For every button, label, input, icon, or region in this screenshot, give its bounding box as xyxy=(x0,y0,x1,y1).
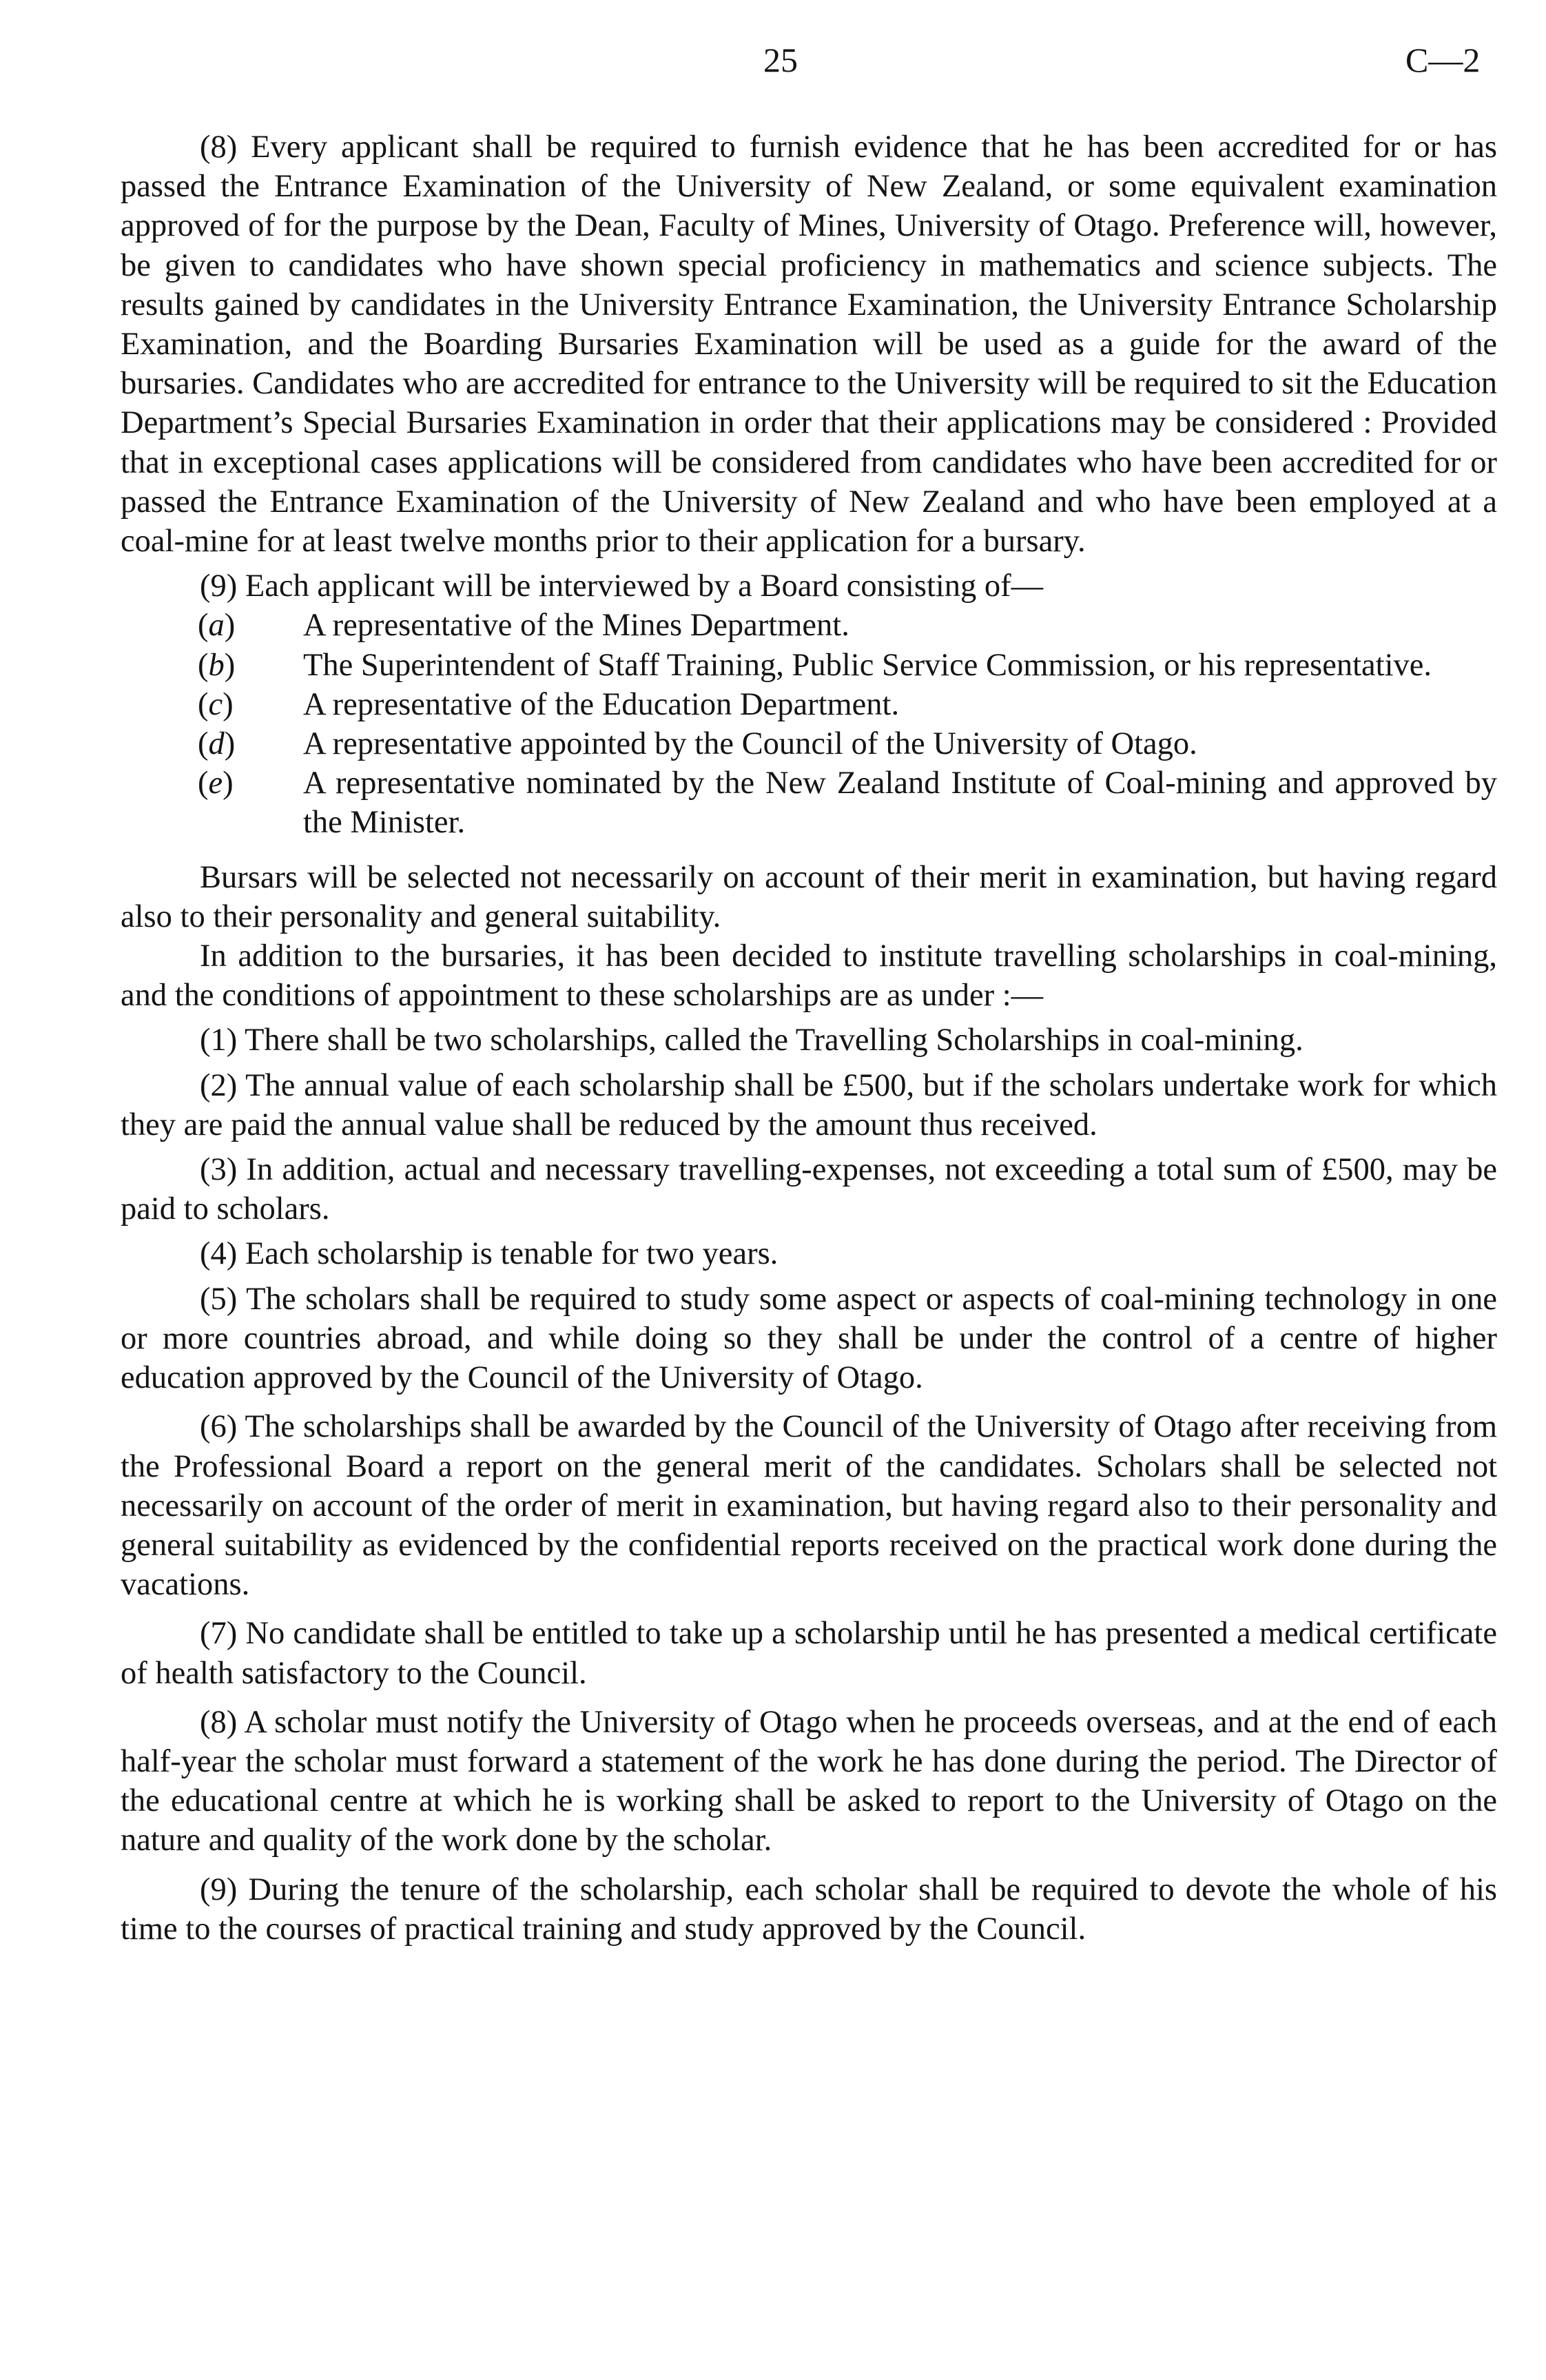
scholarship-condition-3: (3) In addition, actual and necessary travelling-expenses, not exceeding a total sum of £500, may be paid to scholars. xyxy=(121,1152,1497,1227)
board-member-text: A representative appointed by the Council of the University of Otago. xyxy=(303,726,1197,762)
board-member-text: The Superintendent of Staff Training, Public Service Commission, or his representative. xyxy=(303,647,1432,683)
board-member-item xyxy=(121,685,1497,724)
paper-reference: C—2 xyxy=(1405,41,1481,79)
board-member-item xyxy=(121,646,1497,685)
board-member-text: A representative of the Education Department. xyxy=(303,686,900,722)
board-member-label: (d) xyxy=(198,726,236,762)
board-member-item xyxy=(121,763,1497,842)
scholarship-condition-6: (6) The scholarships shall be awarded by the Council of the University of Otago after receiving from the Professional Board a report on the general merit of the candidates. Scholars shall be selected not necessarily on account of the order of merit in examination, but having regard also to their personality and general suitability as evidenced by the confidential reports received on the practical work done during the vacations. xyxy=(121,1409,1497,1603)
board-member-text: A representative nominated by the New Zealand Institute of Coal-mining and approved by the Minister. xyxy=(303,766,1497,841)
scholarship-condition-4: (4) Each scholarship is tenable for two years. xyxy=(200,1236,779,1272)
scholarship-condition-8: (8) A scholar must notify the University of Otago when he proceeds overseas, and at the end of each half-year the scholar must forward a statement of the work he has done during the period. The Director of the educational centre at which he is working shall be asked to report to the University of Otago on the nature and quality of the work done by the scholar. xyxy=(121,1704,1497,1858)
scholarship-condition-2: (2) The annual value of each scholarship shall be £500, but if the scholars undertake work for which they are paid the annual value shall be reduced by the amount thus received. xyxy=(121,1067,1497,1142)
paragraph-8-eligibility: (8) Every applicant shall be required to furnish evidence that he has been accredited for or has passed the Entrance Examination of the University of New Zealand, or some equivalent examination approved of for the purpose by the Dean, Faculty of Mines, University of Otago. Preference will, however, be given to candidates who have shown special proficiency in mathematics and science subjects. The results gained by candidates in the University Entrance Examination, the University Entrance Scholarship Examination, and the Boarding Bursaries Examination will be used as a guide for the award of the bursaries. Candidates who are accredited for entrance to the University will be required to sit the Education Department’s Special Bursaries Examination in order that their applications may be considered : Provided that in exceptional cases applications will be considered from candidates who have been accredited for or passed the Entrance Examination of the University of New Zealand and who have been employed at a coal-mine for at least twelve months prior to their application for a bursary. xyxy=(121,130,1497,560)
board-member-item xyxy=(121,606,1497,645)
scholarship-condition-9: (9) During the tenure of the scholarship, each scholar shall be required to devote the whole of his time to the courses of practical training and study approved by the Council. xyxy=(121,1871,1497,1947)
page-number: 25 xyxy=(763,41,798,79)
bursar-selection-note: Bursars will be selected not necessarily on account of their merit in examination, but having regard also to their personality and general suitability. xyxy=(121,859,1497,934)
board-member-text: A representative of the Mines Department. xyxy=(303,608,849,644)
scholarship-condition-1: (1) There shall be two scholarships, called the Travelling Scholarships in coal-mining. xyxy=(200,1023,1303,1058)
scholarship-condition-5: (5) The scholars shall be required to study some aspect or aspects of coal-mining technology in one or more countries abroad, and while doing so they shall be under the control of a centre of higher education approved by the Council of the University of Otago. xyxy=(121,1281,1497,1396)
document-body xyxy=(121,127,1497,1949)
scholarship-condition-7: (7) No candidate shall be entitled to take up a scholarship until he has presented a medical certificate of health satisfactory to the Council. xyxy=(121,1616,1497,1691)
page-header xyxy=(0,40,1546,88)
board-member-label: (c) xyxy=(198,686,234,722)
board-member-label: (b) xyxy=(198,647,236,683)
board-member-label: (a) xyxy=(198,608,236,644)
paragraph-9-interview: (9) Each applicant will be interviewed by a Board consisting of— xyxy=(200,568,1044,604)
board-member-item xyxy=(121,724,1497,763)
board-member-label: (e) xyxy=(198,766,234,801)
travelling-scholarships-intro: In addition to the bursaries, it has been decided to institute travelling scholarships in coal-mining, and the conditions of appointment to these scholarships are as under :— xyxy=(121,938,1497,1014)
